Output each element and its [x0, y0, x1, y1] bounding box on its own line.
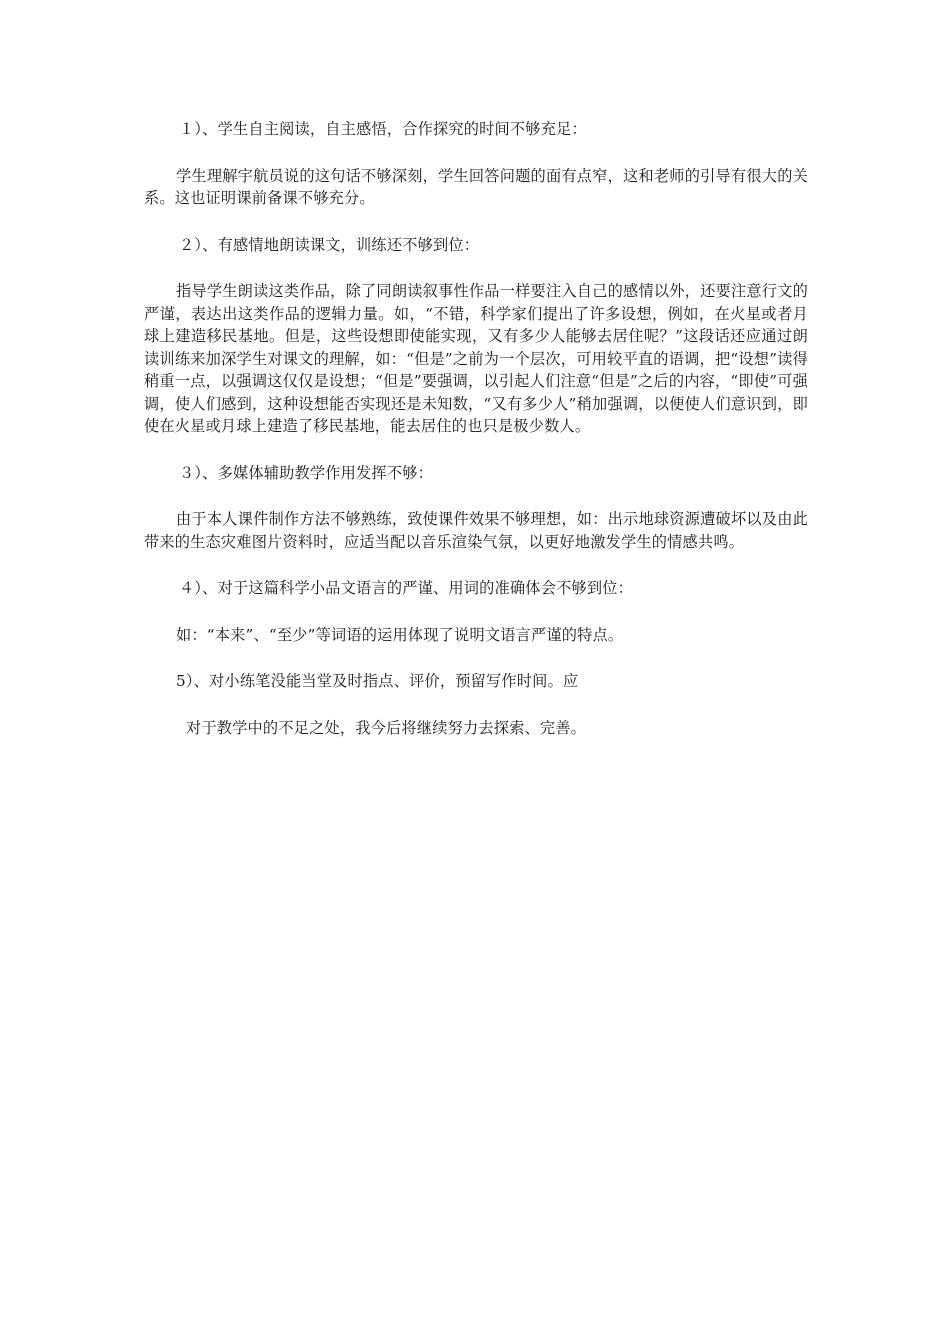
document-body [144, 118, 808, 763]
section-heading-3: ３）、多媒体辅助教学作用发挥不够： [179, 463, 433, 482]
section-heading-1: １）、学生自主阅读，自主感悟，合作探究的时间不够充足： [179, 120, 587, 138]
closing-paragraph: 对于教学中的不足之处，我今后将继续努力去探索、完善。 [186, 718, 587, 737]
body-paragraph-3: 由于本人课件制作方法不够熟练，致使课件效果不够理想，如：出示地球资源遭破坏以及由此带来的生态灾难图片资料时，应适当配以音乐渲染气氛，以更好地激发学生的情感共鸣。 [144, 510, 808, 551]
section-heading-5: 5）、对小练笔没能当堂及时指点、评价，预留写作时间。应 [176, 672, 579, 690]
body-paragraph-2: 指导学生朗读这类作品，除了同朗读叙事性作品一样要注入自己的感情以外，还要注意行文的严谨，表达出这类作品的逻辑力量。如，“不错，科学家们提出了许多设想，例如，在火星或者月球上建造移民基地。但是，这些设想即使能实现，又有多少人能够去居住呢？”这段话还应通过朗读训练来加深学生对课文的理解，如：“但是”之前为一个层次，可用较平直的语调，把“设想”读得稍重一点，以强调这仅仅是设想；“但是”要强调，以引起人们注意“但是”之后的内容，“即使”可强调，使人们感到，这种设想能否实现还是未知数，“又有多少人”稍加强调，以便使人们意识到，即使在火星或月球上建造了移民基地，能去居住的也只是极少数人。 [144, 282, 808, 435]
body-paragraph-1: 学生理解宇航员说的这句话不够深刻，学生回答问题的面有点窄，这和老师的引导有很大的关系。这也证明课前备课不够充分。 [144, 166, 808, 207]
section-heading-2: ２）、有感情地朗读课文，训练还不够到位： [179, 235, 480, 254]
example-line: 如：“本来”、“至少”等词语的运用体现了说明文语言严谨的特点。 [176, 625, 624, 644]
section-heading-4: ４）、对于这篇科学小品文语言的严谨、用词的准确体会不够到位： [179, 579, 634, 597]
